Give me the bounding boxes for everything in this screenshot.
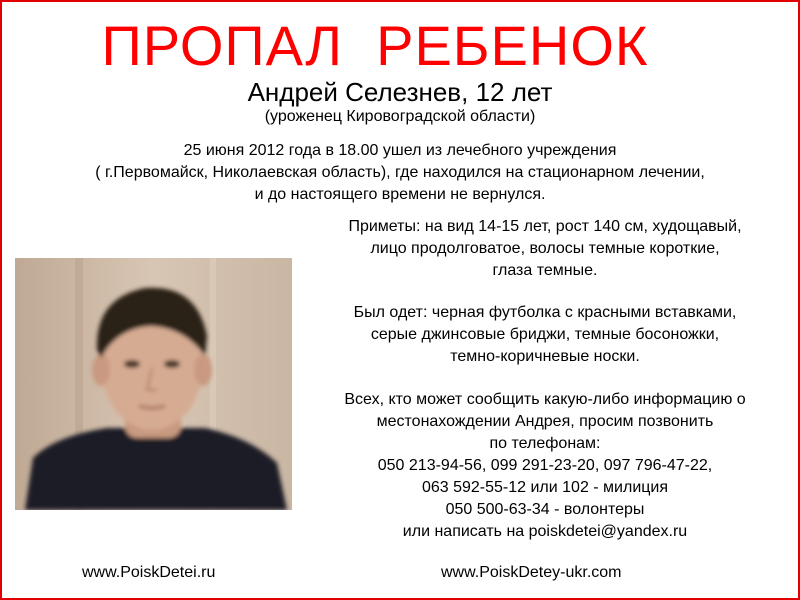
footer-link-right[interactable]: www.PoiskDetey-ukr.com — [441, 564, 622, 581]
features-line: глаза темные. — [492, 262, 598, 279]
contact-text — [290, 389, 800, 543]
clothes-line: Был одет: черная футболка с красными вставками, — [353, 304, 737, 321]
event-line: ( г.Первомайск, Николаевская область), где находился на стационарном лечении, — [95, 164, 705, 181]
child-photo — [15, 258, 292, 510]
contact-phones: 050 213-94-56, 099 291-23-20, 097 796-47-22, — [377, 457, 713, 474]
contact-line: местонахождении Андрея, просим позвонить — [376, 413, 714, 430]
clothes-text — [290, 302, 800, 368]
event-line: и до настоящего времени не вернулся. — [254, 186, 546, 203]
clothes-line: серые джинсовые бриджи, темные босоножки, — [370, 326, 720, 343]
contact-line: Всех, кто может сообщить какую-либо информацию о — [344, 391, 746, 408]
contact-phones: 050 500-63-34 - волонтеры — [445, 501, 645, 518]
child-origin: (уроженец Кировоградской области) — [264, 108, 536, 125]
contact-email: или написать на poiskdetei@yandex.ru — [402, 523, 688, 540]
child-name: Андрей Селезнев, 12 лет — [247, 77, 553, 107]
features-line: Приметы: на вид 14-15 лет, рост 140 см, худощавый, — [348, 218, 742, 235]
contact-phones: 063 592-55-12 или 102 - милиция — [421, 479, 669, 496]
clothes-line: темно-коричневые носки. — [450, 348, 640, 365]
disappearance-text — [0, 140, 800, 206]
event-line: 25 июня 2012 года в 18.00 ушел из лечебного учреждения — [183, 142, 617, 159]
features-line: лицо продолговатое, волосы темные короткие, — [370, 240, 720, 257]
contact-line: по телефонам: — [489, 435, 601, 452]
footer-link-left[interactable]: www.PoiskDetei.ru — [82, 564, 216, 581]
poster-title: ПРОПАЛ РЕБЕНОК — [101, 14, 649, 77]
features-text — [290, 216, 800, 282]
